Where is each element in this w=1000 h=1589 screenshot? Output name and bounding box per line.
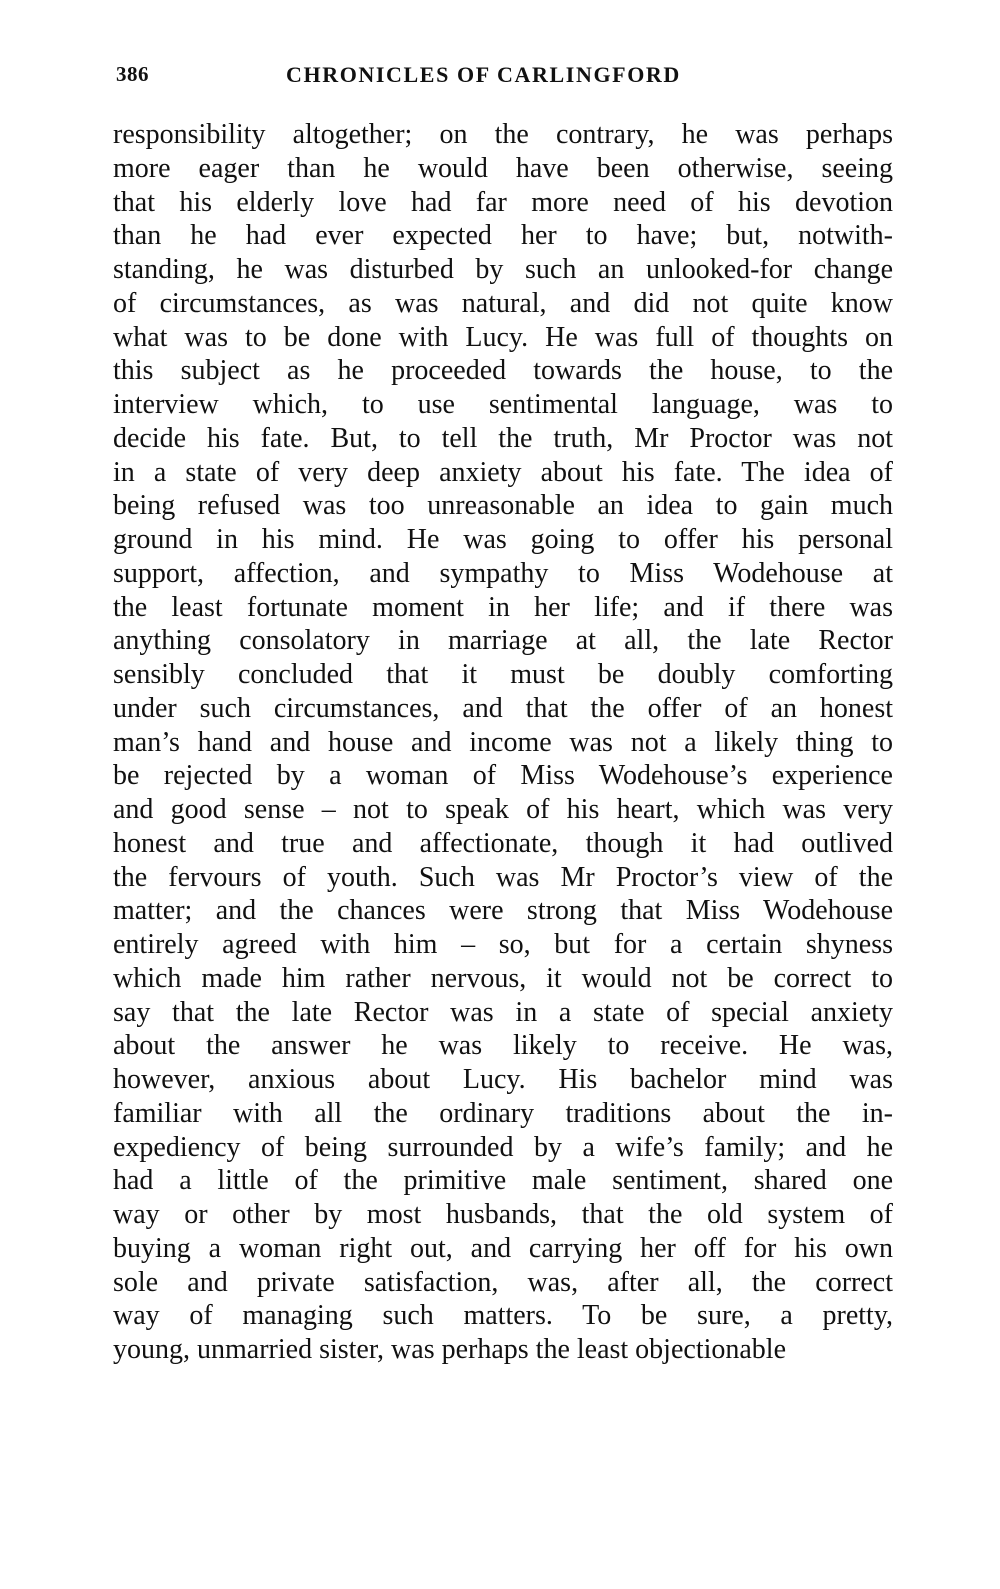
- text-line: sensibly concluded that it must be doubly comforting: [113, 659, 893, 690]
- text-line: entirely agreed with him – so, but for a certain shyness: [113, 929, 893, 960]
- text-line: sole and private satisfaction, was, after all, the correct: [113, 1266, 893, 1298]
- running-head: CHRONICLES OF CARLINGFORD: [286, 62, 681, 87]
- text-line: under such circumstances, and that the offer of an honest: [113, 692, 893, 724]
- text-line: about the answer he was likely to receive. He was,: [113, 1030, 893, 1062]
- text-line: way of managing such matters. To be sure, a pretty,: [113, 1300, 893, 1332]
- text-line: say that the late Rector was in a state of special anxiety: [113, 996, 893, 1028]
- text-line: support, affection, and sympathy to Miss Wodehouse at: [113, 557, 893, 589]
- text-line: familiar with all the ordinary traditions about the in-: [113, 1097, 893, 1129]
- text-line: matter; and the chances were strong that Miss Wodehouse: [113, 895, 893, 927]
- text-line: responsibility altogether; on the contrary, he was perhaps: [113, 119, 893, 150]
- text-line: had a little of the primitive male sentiment, shared one: [113, 1165, 893, 1197]
- page-header: [116, 62, 896, 92]
- text-line: this subject as he proceeded towards the house, to the: [113, 355, 893, 387]
- text-line: the least fortunate moment in her life; and if there was: [113, 591, 893, 623]
- text-line: and good sense – not to speak of his heart, which was very: [113, 794, 893, 825]
- text-line: man’s hand and house and income was not a likely thing to: [113, 726, 893, 758]
- body-text: [113, 118, 893, 1367]
- text-line: being refused was too unreasonable an idea to gain much: [113, 490, 893, 522]
- text-line: of circumstances, as was natural, and did not quite know: [113, 287, 893, 319]
- text-line: which made him rather nervous, it would not be correct to: [113, 962, 893, 994]
- text-line: young, unmarried sister, was perhaps the least objectionable: [113, 1334, 787, 1365]
- text-line: what was to be done with Lucy. He was full of thoughts on: [113, 321, 893, 353]
- text-line: more eager than he would have been otherwise, seeing: [113, 152, 893, 184]
- text-line: honest and true and affectionate, though it had outlived: [113, 827, 893, 859]
- text-line: however, anxious about Lucy. His bachelor mind was: [113, 1064, 893, 1095]
- text-line: that his elderly love had far more need of his devotion: [113, 186, 893, 218]
- text-line: anything consolatory in marriage at all, the late Rector: [113, 625, 893, 657]
- text-line: expediency of being surrounded by a wife’s family; and he: [113, 1131, 893, 1163]
- text-line: be rejected by a woman of Miss Wodehouse’s experience: [113, 760, 893, 792]
- text-line: standing, he was disturbed by such an unlooked-for change: [113, 254, 893, 285]
- text-line: than he had ever expected her to have; but, notwith-: [113, 220, 893, 252]
- text-line: the fervours of youth. Such was Mr Proctor’s view of the: [113, 861, 893, 893]
- page-number: 386: [116, 62, 149, 86]
- text-line: ground in his mind. He was going to offer his personal: [113, 524, 893, 555]
- text-line: interview which, to use sentimental language, was to: [113, 389, 893, 420]
- text-line: in a state of very deep anxiety about his fate. The idea of: [113, 456, 893, 488]
- text-line: decide his fate. But, to tell the truth, Mr Proctor was not: [113, 422, 893, 454]
- text-line: way or other by most husbands, that the old system of: [113, 1199, 893, 1230]
- text-line: buying a woman right out, and carrying her off for his own: [113, 1232, 893, 1264]
